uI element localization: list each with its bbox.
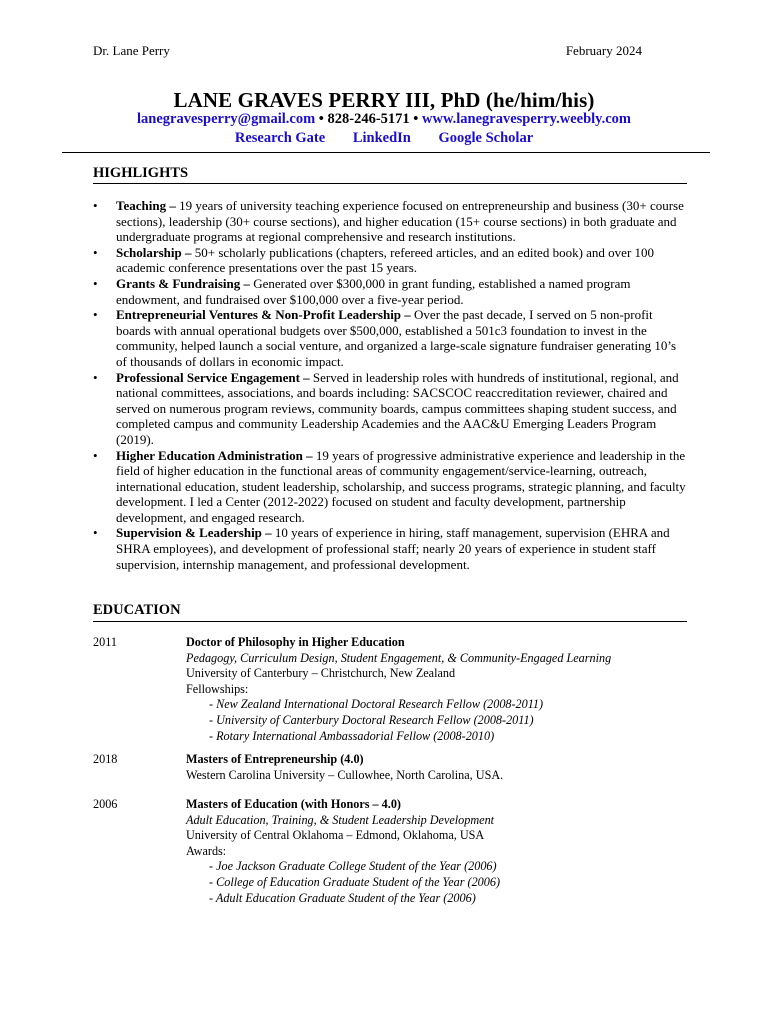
phone-number: 828-246-5171 bbox=[327, 111, 410, 127]
google-scholar-link[interactable]: Google Scholar bbox=[438, 130, 534, 146]
highlight-grants: • Grants & Fundraising – Generated over $300,000 in grant funding, established a named program endowment, and fundraised over $100,000 over a five-year period. bbox=[93, 276, 687, 307]
resume-name: LANE GRAVES PERRY III, PhD (he/him/his) bbox=[173, 88, 595, 112]
linkedin-link[interactable]: LinkedIn bbox=[352, 130, 411, 146]
contact-separator-1: • bbox=[315, 111, 328, 127]
degree-institution: Western Carolina University – Cullowhee, North Carolina, USA. bbox=[186, 767, 504, 782]
header-author: Dr. Lane Perry bbox=[93, 43, 170, 58]
fellowship-item: - University of Canterbury Doctoral Research Fellow (2008-2011) bbox=[209, 712, 534, 727]
education-entry-phd bbox=[93, 635, 687, 744]
contact-separator-2: • bbox=[409, 111, 422, 127]
award-item: - College of Education Graduate Student of the Year (2006) bbox=[209, 874, 500, 889]
email-link[interactable]: lanegravesperry@gmail.com bbox=[136, 111, 316, 127]
education-entry-med bbox=[93, 797, 687, 906]
degree-focus: Adult Education, Training, & Student Leadership Development bbox=[186, 812, 495, 827]
education-year: 2006 bbox=[93, 797, 118, 811]
highlight-teaching: • Teaching – 19 years of university teaching experience focused on entrepreneurship and business (30+ course sections), leadership (30+ course sections), and higher education (15+ course sections) in both graduate and undergraduate programs at regional comprehensive and research institutions. bbox=[93, 198, 687, 245]
contact-line bbox=[0, 111, 768, 128]
highlights-rule bbox=[93, 183, 687, 184]
degree-institution: University of Central Oklahoma – Edmond, Oklahoma, USA bbox=[186, 828, 485, 843]
highlight-administration: • Higher Education Administration – 19 years of progressive administrative experience and leadership in the field of higher education in the functional areas of community engagement/service-learning, outreach, international education, student leadership, scholarship, and success programs, strategic planning, and faculty development. I led a Center (2012-2022) focused on student and faculty development, partnership development, and engaged research. bbox=[93, 448, 687, 526]
fellowship-item: - New Zealand International Doctoral Research Fellow (2008-2011) bbox=[209, 697, 544, 712]
award-item: - Joe Jackson Graduate College Student of the Year (2006) bbox=[209, 859, 497, 874]
highlights-list bbox=[93, 198, 687, 572]
awards-label: Awards: bbox=[186, 843, 227, 858]
website-link[interactable]: www.lanegravesperry.weebly.com bbox=[422, 111, 632, 127]
education-year: 2011 bbox=[93, 635, 117, 649]
highlights-heading: HIGHLIGHTS bbox=[93, 165, 189, 181]
header-date: February 2024 bbox=[565, 43, 642, 58]
fellowships-label: Fellowships: bbox=[186, 681, 249, 696]
running-header bbox=[93, 43, 642, 59]
header-divider bbox=[62, 152, 710, 153]
highlight-scholarship: • Scholarship – 50+ scholarly publications (chapters, refereed articles, and an edited book) and over 100 academic conference presentations over the past 15 years. bbox=[93, 245, 687, 276]
education-heading: EDUCATION bbox=[93, 602, 181, 618]
highlight-supervision: • Supervision & Leadership – 10 years of experience in hiring, staff management, supervision (EHRA and SHRA employees), and development of professional staff; nearly 20 years of experience in student staff supervision, internship management, and professional development. bbox=[93, 525, 687, 572]
degree-title: Masters of Education (with Honors – 4.0) bbox=[186, 797, 401, 811]
fellowship-item: - Rotary International Ambassadorial Fellow (2008-2010) bbox=[209, 728, 495, 743]
profile-links bbox=[0, 130, 768, 147]
highlight-ventures: • Entrepreneurial Ventures & Non-Profit Leadership – Over the past decade, I served on 5 non-profit boards with annual operational budgets over $500,000, established a 501c3 foundation to invest in the community, helped launch a social venture, and organized a large-scale signature fundraiser generating 10’s of thousands of dollars in economic impact. bbox=[93, 307, 687, 369]
education-entry-mentrepreneurship bbox=[93, 752, 687, 783]
highlight-service: • Professional Service Engagement – Served in leadership roles with hundreds of institutional, regional, and national committees, associations, and boards including: SACSCOC reaccreditation reviewer, chaired and served on numerous program reviews, community boards, campus committees shaping student success, and completed campus and community Leadership Academies and the AAC&U Emerging Leaders Program (2019). bbox=[93, 370, 687, 448]
degree-title: Doctor of Philosophy in Higher Education bbox=[186, 635, 405, 649]
degree-focus: Pedagogy, Curriculum Design, Student Engagement, & Community-Engaged Learning bbox=[186, 650, 612, 665]
research-gate-link[interactable]: Research Gate bbox=[234, 130, 326, 146]
education-rule bbox=[93, 621, 687, 622]
award-item: - Adult Education Graduate Student of the Year (2006) bbox=[209, 890, 476, 905]
degree-institution: University of Canterbury – Christchurch, New Zealand bbox=[186, 666, 456, 681]
degree-title: Masters of Entrepreneurship (4.0) bbox=[186, 752, 364, 766]
education-year: 2018 bbox=[93, 752, 118, 766]
